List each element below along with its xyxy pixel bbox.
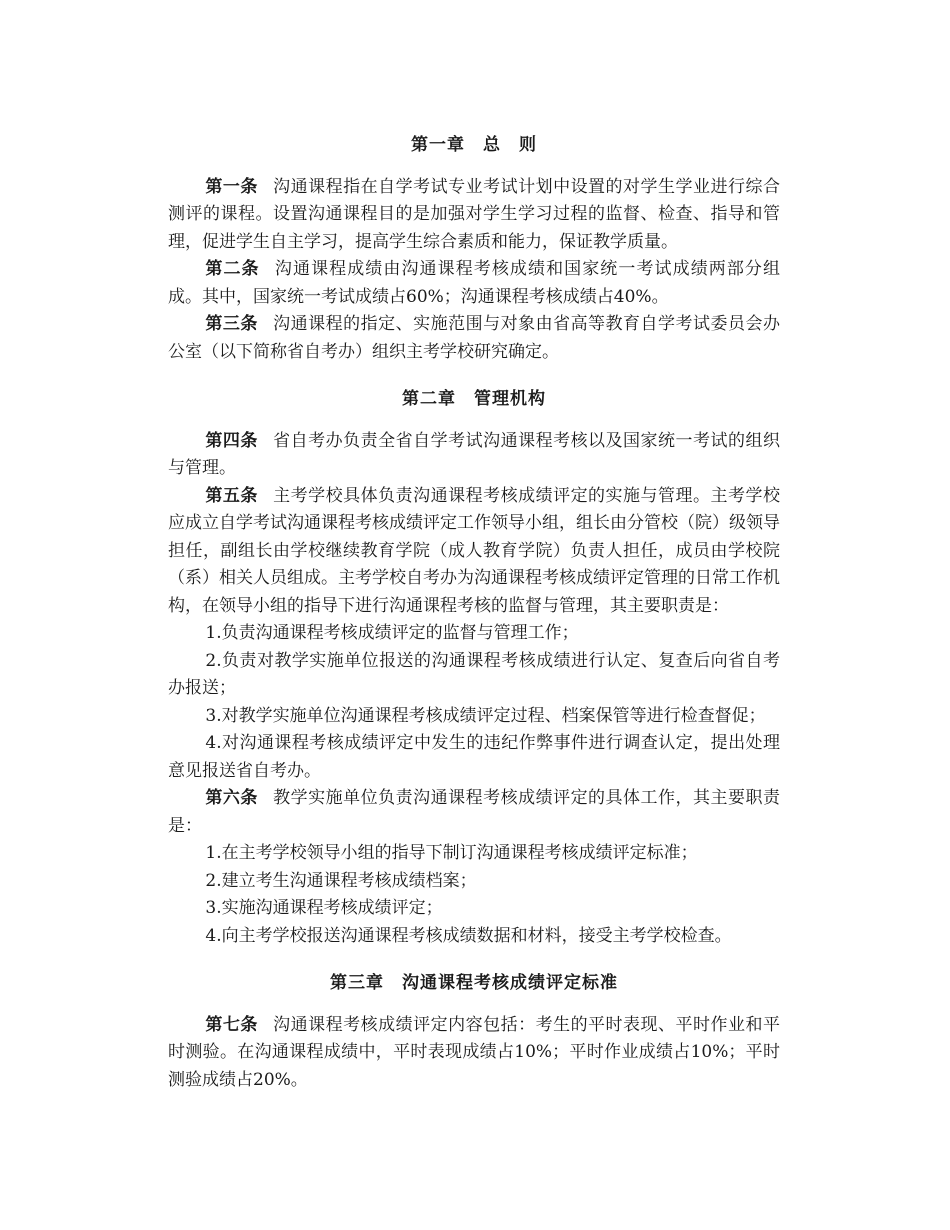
article-text: 沟通课程的指定、实施范围与对象由省高等教育自学考试委员会办公室（以下简称省自考办）组织主考学校研究确定。 xyxy=(168,314,781,362)
document-page xyxy=(168,128,780,1094)
article-label: 第四条 xyxy=(205,430,258,451)
list-item: 4.对沟通课程考核成绩评定中发生的违纪作弊事件进行调查认定，提出处理意见报送省自考办。 xyxy=(168,733,780,781)
article-4 xyxy=(168,428,780,483)
list-item: 1.在主考学校领导小组的指导下制订沟通课程考核成绩评定标准； xyxy=(205,843,698,863)
article-text: 教学实施单位负责沟通课程考核成绩评定的具体工作，其主要职责是： xyxy=(168,788,781,836)
article-6 xyxy=(168,785,780,840)
list-item: 2.负责对教学实施单位报送的沟通课程考核成绩进行认定、复查后向省自考办报送； xyxy=(168,650,780,698)
list-item: 3.对教学实施单位沟通课程考核成绩评定过程、档案保管等进行检查督促； xyxy=(205,705,766,726)
article-label: 第三条 xyxy=(205,314,258,334)
chapter-title: 第三章 沟通课程考核成绩评定标准 xyxy=(330,973,618,993)
article-text: 沟通课程成绩由沟通课程考核成绩和国家统一考试成绩两部分组成。其中，国家统一考试成绩占60%；沟通课程考核成绩占40%。 xyxy=(168,259,781,307)
article-7 xyxy=(168,1012,780,1095)
article-1 xyxy=(168,174,780,257)
list-item: 4.向主考学校报送沟通课程考核成绩数据和材料，接受主考学校检查。 xyxy=(205,925,732,946)
chapter-title: 第二章 管理机构 xyxy=(402,389,546,409)
article-label: 第五条 xyxy=(205,485,258,506)
article-label: 第二条 xyxy=(205,259,260,279)
list-item: 1.负责沟通课程考核成绩评定的监督与管理工作； xyxy=(205,623,579,643)
article-5 xyxy=(168,483,780,621)
article-text: 主考学校具体负责沟通课程考核成绩评定的实施与管理。主考学校应成立自学考试沟通课程考核成绩评定工作领导小组，组长由分管校（院）级领导担任，副组长由学校继续教育学院（成人教育学院）负责人担任，成员由学校院（系）相关人员组成。主考学校自考办为沟通课程考核成绩评定管理的日常工作机构，在领导小组的指导下进行沟通课程考核的监督与管理，其主要职责是： xyxy=(168,485,781,616)
article-text: 省自考办负责全省自学考试沟通课程考核以及国家统一考试的组织与管理。 xyxy=(168,430,781,478)
list-item: 2.建立考生沟通课程考核成绩档案； xyxy=(205,870,477,891)
article-text: 沟通课程考核成绩评定内容包括：考生的平时表现、平时作业和平时测验。在沟通课程成绩中，平时表现成绩占10%；平时作业成绩占10%；平时测验成绩占20%。 xyxy=(168,1014,781,1090)
article-label: 第七条 xyxy=(205,1014,258,1035)
article-label: 第六条 xyxy=(205,788,258,808)
list-item: 3.实施沟通课程考核成绩评定； xyxy=(205,898,443,918)
article-2 xyxy=(168,256,780,311)
article-3 xyxy=(168,311,780,366)
chapter-title: 第一章 总 则 xyxy=(411,135,537,155)
article-text: 沟通课程指在自学考试专业考试计划中设置的对学生学业进行综合测评的课程。设置沟通课程目的是加强对学生学习过程的监督、检查、指导和管理，促进学生自主学习，提高学生综合素质和能力，保证教学质量。 xyxy=(168,176,781,252)
article-label: 第一条 xyxy=(205,176,258,197)
